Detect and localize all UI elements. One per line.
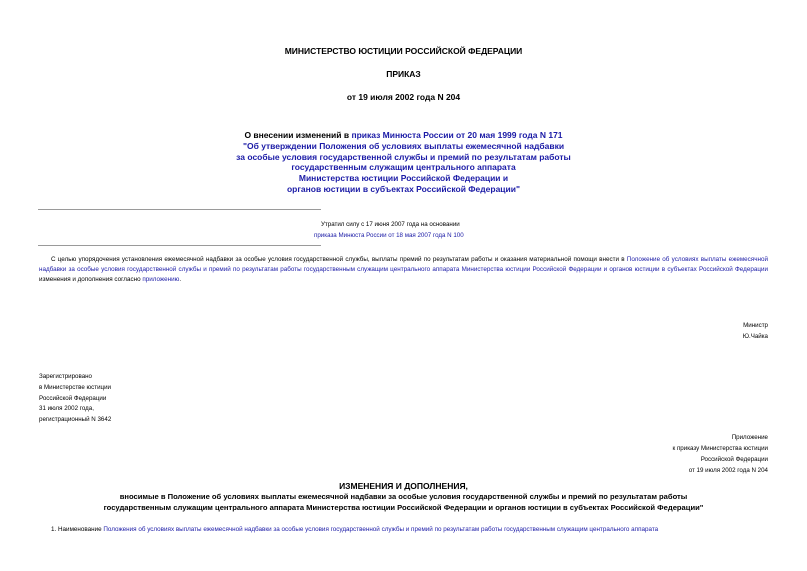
signature-title: Министр [743, 322, 768, 329]
registration-line-3: Российской Федерации [39, 394, 107, 402]
status-top-rule [38, 209, 321, 210]
appendix-item-1 [51, 525, 768, 535]
body-text-before: С целью упорядочения установления ежемесячной надбавки за особые условия государственной службы, выплаты премий по результатам работы и оказания материальной помощи внести в [51, 256, 627, 263]
signature-block [743, 320, 768, 342]
registration-line-5: регистрационный N 3642 [39, 416, 112, 424]
subject-block [0, 130, 807, 195]
registration-line-1: Зарегистрировано [39, 373, 92, 380]
subject-line-1[interactable]: "Об утверждении Положения об условиях выплаты ежемесячной надбавки [242, 140, 565, 151]
subject-line-4[interactable]: Министерства юстиции Российской Федерации и [298, 173, 509, 184]
body-paragraph [39, 255, 768, 286]
status-bottom-rule [38, 245, 321, 246]
document-type: ПРИКАЗ [386, 69, 421, 79]
signature-name: Ю.Чайка [742, 333, 768, 340]
appendix-link[interactable]: приложению [142, 276, 180, 284]
subject-line-2[interactable]: за особые условия государственной службы и премий по результатам работы [236, 151, 571, 162]
appendix-line-3: Российской Федерации [700, 456, 768, 463]
status-note-text: Утратил силу с 17 июня 2007 года на основании [321, 221, 460, 228]
appendix-subtitle [0, 492, 807, 514]
body-text-after: изменения и дополнения согласно [39, 276, 143, 284]
registration-line-4: 31 июля 2002 года, [39, 405, 94, 413]
item-1-prefix: 1. Наименование [51, 526, 104, 533]
status-note-link[interactable]: приказа Минюста России от 18 мая 2007 года N 100 [314, 232, 464, 239]
regulation-link[interactable]: Положение об условиях выплаты ежемесячной надбавки за особые условия государственной службы и премий по результатам работы государственным служащим центрального аппарата Министерства юстиции Российской Федерации и органов юстиции в субъектах Российской Федерации [39, 256, 768, 274]
subject-first-line [0, 130, 807, 141]
document-date-number: от 19 июля 2002 года N 204 [346, 92, 461, 102]
ministry-title: МИНИСТЕРСТВО ЮСТИЦИИ РОССИЙСКОЙ ФЕДЕРАЦИИ [284, 46, 523, 56]
appendix-reference [673, 432, 768, 476]
registration-line-2: в Министерстве юстиции [39, 383, 112, 391]
subject-prefix: О внесении изменений в [244, 130, 352, 140]
subject-order-link[interactable]: приказ Минюста России от 20 мая 1999 года N 171 [351, 130, 563, 140]
item-1-regulation-link[interactable]: Положения об условиях выплаты ежемесячной надбавки за особые условия государственной службы и премий по результатам работы государственным служащим центрального аппарата [103, 526, 659, 533]
registration-block [39, 372, 111, 426]
appendix-subtitle-line-2: государственным служащим центрального аппарата Министерства юстиции Российской Федерации и органов юстиции в субъектах Российской Федерации" [103, 502, 704, 512]
appendix-line-4: от 19 июля 2002 года N 204 [688, 467, 768, 474]
subject-line-3[interactable]: государственным служащим центрального аппарата [291, 162, 516, 173]
subject-line-5[interactable]: органов юстиции в субъектах Российской Федерации" [286, 183, 521, 194]
appendix-line-1: Приложение [731, 434, 768, 441]
appendix-title: ИЗМЕНЕНИЯ И ДОПОЛНЕНИЯ, [339, 481, 468, 491]
appendix-subtitle-line-1: вносимые в Положение об условиях выплаты ежемесячной надбавки за особые условия государственной службы и премий по результатам работы [119, 492, 688, 501]
appendix-line-2: к приказу Министерства юстиции [672, 445, 768, 452]
body-text-end: . [179, 276, 182, 284]
